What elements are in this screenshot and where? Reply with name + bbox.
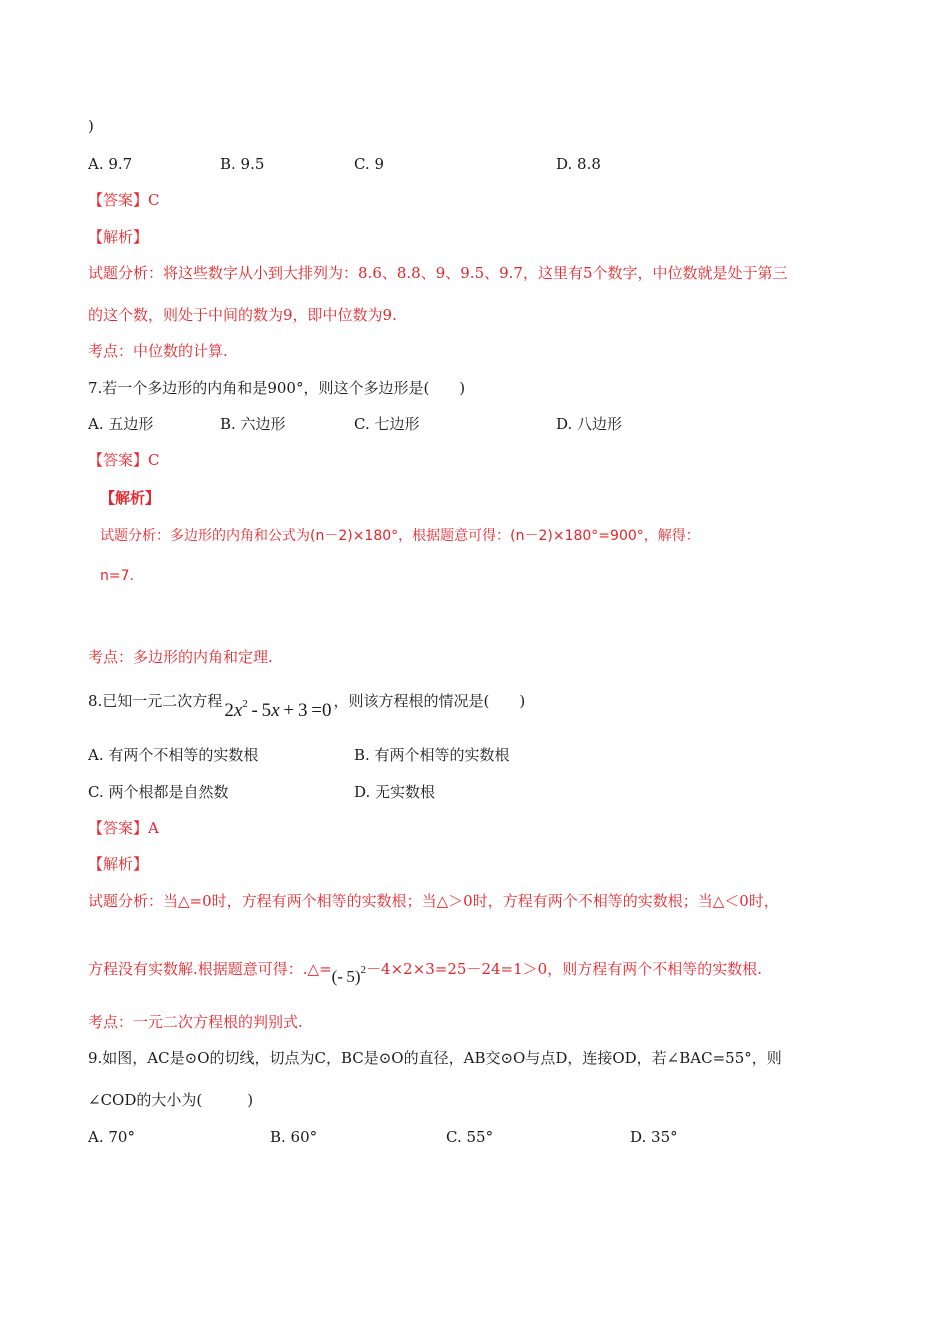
q8-point: 考点：一元二次方程根的判别式. bbox=[88, 1013, 303, 1031]
q6-option-c: C. 9 bbox=[354, 155, 385, 173]
q8-analysis-line-1: 试题分析：当△=0时，方程有两个相等的实数根；当△＞0时，方程有两个不相等的实数根；当△＜0时， bbox=[88, 892, 779, 910]
q8-analysis-post: －4×2×3=25－24=1＞0，则方程有两个不相等的实数根. bbox=[366, 960, 762, 978]
q8-stem-post: ，则该方程根的情况是( ) bbox=[333, 692, 526, 710]
q6-option-a: A. 9.7 bbox=[88, 155, 133, 173]
q9-stem-line-2: ∠COD的大小为( ) bbox=[88, 1091, 254, 1109]
q8-equation: $2x^2 - 5x + 3 =0$ bbox=[224, 698, 332, 721]
q7-stem: 7.若一个多边形的内角和是900°，则这个多边形是( ) bbox=[88, 379, 466, 397]
q6-answer: 【答案】C bbox=[88, 191, 160, 209]
q7-option-c: C. 七边形 bbox=[354, 415, 420, 433]
q9-option-a: A. 70° bbox=[88, 1128, 135, 1146]
q8-analysis-label: 【解析】 bbox=[88, 855, 149, 873]
q7-analysis-label: 【解析】 bbox=[100, 489, 161, 507]
q9-option-d: D. 35° bbox=[630, 1128, 678, 1146]
q7-option-d: D. 八边形 bbox=[556, 415, 623, 433]
q9-stem-line-1: 9.如图，AC是⊙O的切线，切点为C，BC是⊙O的直径，AB交⊙O与点D，连接OD，若∠BAC=55°，则 bbox=[88, 1049, 782, 1067]
q7-option-a: A. 五边形 bbox=[88, 415, 154, 433]
q6-analysis-label: 【解析】 bbox=[88, 228, 149, 246]
q7-answer: 【答案】C bbox=[88, 451, 160, 469]
q7-analysis-line-2: n=7. bbox=[100, 568, 134, 584]
q8-option-a: A. 有两个不相等的实数根 bbox=[88, 746, 259, 764]
q7-point: 考点：多边形的内角和定理. bbox=[88, 648, 273, 666]
q8-discriminant-term: (- 5)$^2$ bbox=[331, 964, 367, 986]
q8-stem bbox=[88, 684, 526, 721]
q8-option-b: B. 有两个相等的实数根 bbox=[354, 746, 510, 764]
q6-point: 考点：中位数的计算. bbox=[88, 342, 228, 360]
q7-option-b: B. 六边形 bbox=[220, 415, 286, 433]
q8-option-d: D. 无实数根 bbox=[354, 783, 436, 801]
q6-option-b: B. 9.5 bbox=[220, 155, 265, 173]
q8-analysis-line-2 bbox=[88, 952, 762, 986]
q6-stem-tail: ) bbox=[88, 117, 94, 135]
q8-stem-pre: 8.已知一元二次方程 bbox=[88, 692, 223, 710]
q7-analysis-line-1: 试题分析：多边形的内角和公式为(n－2)×180°，根据题意可得：(n－2)×180°=900°，解得： bbox=[100, 528, 700, 544]
q9-option-c: C. 55° bbox=[446, 1128, 494, 1146]
q8-answer: 【答案】A bbox=[88, 819, 159, 837]
q6-analysis-line-1: 试题分析：将这些数字从小到大排列为：8.6、8.8、9、9.5、9.7，这里有5个数字，中位数就是处于第三 bbox=[88, 264, 788, 282]
q8-option-c: C. 两个根都是自然数 bbox=[88, 783, 229, 801]
q6-option-d: D. 8.8 bbox=[556, 155, 601, 173]
q6-analysis-line-2: 的这个数，则处于中间的数为9，即中位数为9. bbox=[88, 306, 397, 324]
q9-option-b: B. 60° bbox=[270, 1128, 318, 1146]
q8-analysis-pre: 方程没有实数解.根据题意可得：.△= bbox=[88, 960, 332, 978]
